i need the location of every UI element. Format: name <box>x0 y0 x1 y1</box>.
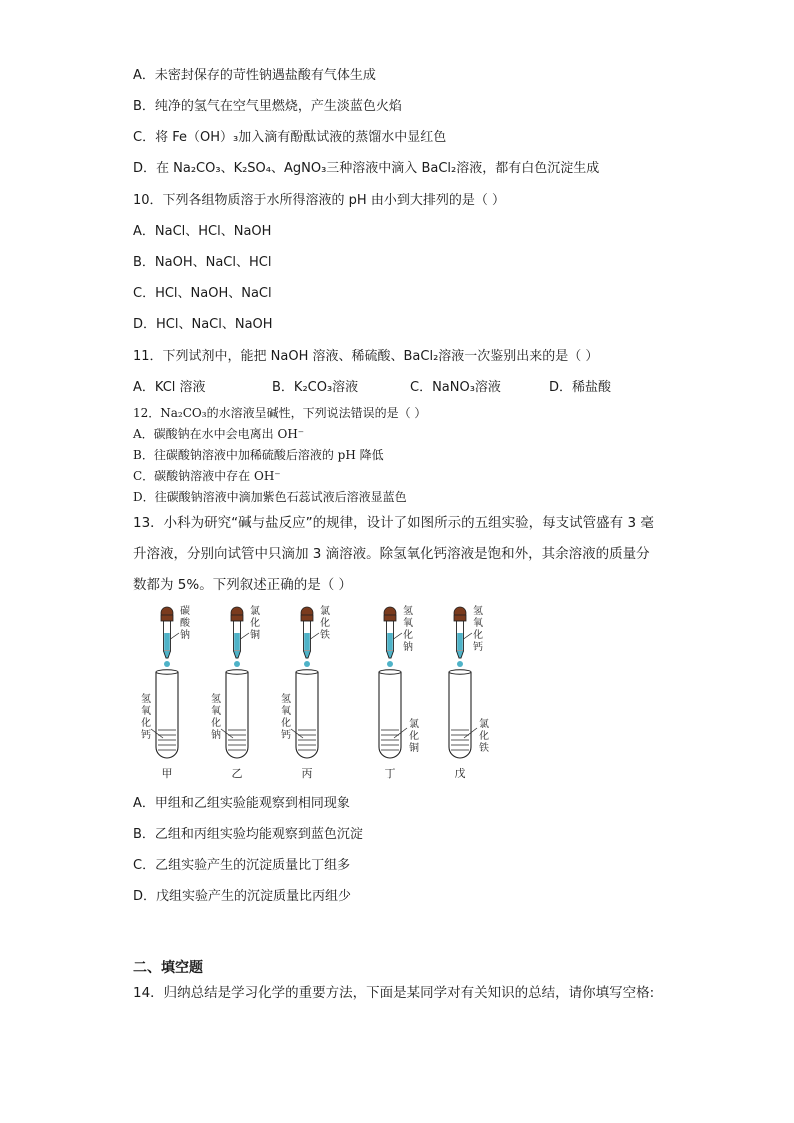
dropper-label-char: 化 <box>403 630 413 641</box>
dropper-bulb-neck <box>384 615 396 621</box>
group-name-label: 甲 <box>161 767 173 780</box>
dropper-label-char: 化 <box>250 618 260 629</box>
dropper-leader-line <box>394 633 403 639</box>
q9-option-b: B．纯净的氢气在空气里燃烧，产生淡蓝色火焰 <box>133 99 402 114</box>
test-tube-mouth <box>156 670 178 674</box>
dropper-label-char: 氧 <box>473 618 483 629</box>
q14-stem: 14．归纳总结是学习化学的重要方法，下面是某同学对有关知识的总结，请你填写空格: <box>133 985 655 1001</box>
q12-stem: 12．Na₂CO₃的水溶液呈碱性，下列说法错误的是（ ） <box>133 406 427 420</box>
dropper-label-char: 碳 <box>180 606 190 617</box>
liquid-drop <box>457 661 463 667</box>
dropper-liquid <box>234 633 240 650</box>
dropper-label-char: 氯 <box>250 606 260 617</box>
q11-options <box>133 379 653 397</box>
dropper-tip <box>234 651 241 658</box>
dropper-tip <box>164 651 171 658</box>
liquid-drop <box>304 661 310 667</box>
q11-option-d: D．稀盐酸 <box>549 380 612 395</box>
q10-option-b: B．NaOH、NaCl、HCl <box>133 255 272 270</box>
tube-label-char: 氢 <box>211 694 221 705</box>
q13-stem-line2: 升溶液，分别向试管中只滴加 3 滴溶液。除氢氧化钙溶液是饱和外，其余溶液的质量分 <box>133 546 650 562</box>
tube-label-char: 氯 <box>479 719 489 730</box>
tube-label-char: 氧 <box>281 706 291 717</box>
q10-option-d: D．HCl、NaCl、NaOH <box>133 317 273 332</box>
group-name-label: 乙 <box>231 767 243 780</box>
q11-option-c: C．NaNO₃溶液 <box>410 380 501 395</box>
test-tube-mouth <box>226 670 248 674</box>
tube-label-char: 化 <box>141 718 151 729</box>
q11-option-a: A．KCl 溶液 <box>133 380 206 395</box>
q13-option-d: D．戊组实验产生的沉淀质量比丙组少 <box>133 889 352 904</box>
liquid-drop <box>234 661 240 667</box>
dropper-bulb-neck <box>454 615 466 621</box>
dropper-label-char: 钙 <box>473 642 483 653</box>
dropper-liquid <box>304 633 310 650</box>
q12-option-a: A．碳酸钠在水中会电离出 OH⁻ <box>133 427 305 441</box>
dropper-label-char: 化 <box>320 618 330 629</box>
dropper-liquid <box>457 633 463 650</box>
tube-label-char: 氢 <box>281 694 291 705</box>
q13-option-a: A．甲组和乙组实验能观察到相同现象 <box>133 796 350 811</box>
dropper-tip <box>387 651 394 658</box>
group-name-label: 戊 <box>454 767 466 780</box>
dropper-tip <box>304 651 311 658</box>
q13-option-b: B．乙组和丙组实验均能观察到蓝色沉淀 <box>133 827 363 842</box>
tube-label-char: 化 <box>281 718 291 729</box>
test-tube-mouth <box>379 670 401 674</box>
tube-label-char: 铜 <box>409 743 419 754</box>
liquid-drop <box>387 661 393 667</box>
tube-label-char: 化 <box>409 731 419 742</box>
dropper-label-char: 钠 <box>180 630 190 641</box>
q12-option-b: B．往碳酸钠溶液中加稀硫酸后溶液的 pH 降低 <box>133 448 384 462</box>
group-name-label: 丁 <box>384 767 396 780</box>
tube-label-char: 氧 <box>141 706 151 717</box>
tube-label-char: 钙 <box>281 730 291 741</box>
dropper-leader-line <box>311 633 320 639</box>
tube-label-char: 钙 <box>141 730 151 741</box>
liquid-drop <box>164 661 170 667</box>
q11-stem: 11．下列试剂中，能把 NaOH 溶液、稀硫酸、BaCl₂溶液一次鉴别出来的是（ ） <box>133 349 599 364</box>
dropper-label-char: 酸 <box>180 618 190 629</box>
q9-option-a: A．未密封保存的苛性钠遇盐酸有气体生成 <box>133 68 376 83</box>
dropper-label-char: 氢 <box>403 606 413 617</box>
dropper-label-char: 氢 <box>473 606 483 617</box>
dropper-label-char: 化 <box>473 630 483 641</box>
q10-option-a: A．NaCl、HCl、NaOH <box>133 224 272 239</box>
q13-option-c: C．乙组实验产生的沉淀质量比丁组多 <box>133 858 351 873</box>
tube-label-char: 化 <box>479 731 489 742</box>
tube-label-char: 氢 <box>141 694 151 705</box>
tube-label-char: 铁 <box>479 743 489 754</box>
dropper-leader-line <box>464 633 473 639</box>
q13-stem-line3: 数都为 5%。下列叙述正确的是（ ） <box>133 577 352 593</box>
dropper-label-char: 铁 <box>320 630 330 641</box>
q12-option-c: C．碳酸钠溶液中存在 OH⁻ <box>133 469 281 483</box>
q13-stem-line1: 13．小科为研究“碱与盐反应”的规律，设计了如图所示的五组实验，每支试管盛有 3 毫 <box>133 515 654 531</box>
q12-option-d: D．往碳酸钠溶液中滴加紫色石蕊试液后溶液显蓝色 <box>133 490 407 504</box>
dropper-label-char: 氯 <box>320 606 330 617</box>
q9-option-c: C．将 Fe（OH）₃加入滴有酚酞试液的蒸馏水中显红色 <box>133 130 447 145</box>
section-title: 二、填空题 <box>133 960 203 976</box>
dropper-tip <box>457 651 464 658</box>
dropper-label-char: 铜 <box>250 630 260 641</box>
dropper-liquid <box>387 633 393 650</box>
dropper-label-char: 钠 <box>403 642 413 653</box>
experiment-figure <box>140 602 500 784</box>
tube-label-char: 氧 <box>211 706 221 717</box>
q11-option-b: B．K₂CO₃溶液 <box>272 380 359 395</box>
tube-label-char: 化 <box>211 718 221 729</box>
dropper-leader-line <box>171 633 180 639</box>
group-name-label: 丙 <box>301 767 313 780</box>
tube-label-char: 钠 <box>211 730 221 741</box>
dropper-liquid <box>164 633 170 650</box>
dropper-leader-line <box>241 633 250 639</box>
test-tube-mouth <box>449 670 471 674</box>
q9-option-d: D．在 Na₂CO₃、K₂SO₄、AgNO₃三种溶液中滴入 BaCl₂溶液，都有白色沉淀生成 <box>133 161 600 176</box>
dropper-bulb-neck <box>301 615 313 621</box>
q10-stem: 10．下列各组物质溶于水所得溶液的 pH 由小到大排列的是（ ） <box>133 193 505 208</box>
dropper-bulb-neck <box>231 615 243 621</box>
dropper-bulb-neck <box>161 615 173 621</box>
test-tube-mouth <box>296 670 318 674</box>
dropper-label-char: 氧 <box>403 618 413 629</box>
q10-option-c: C．HCl、NaOH、NaCl <box>133 286 272 301</box>
tube-label-char: 氯 <box>409 719 419 730</box>
